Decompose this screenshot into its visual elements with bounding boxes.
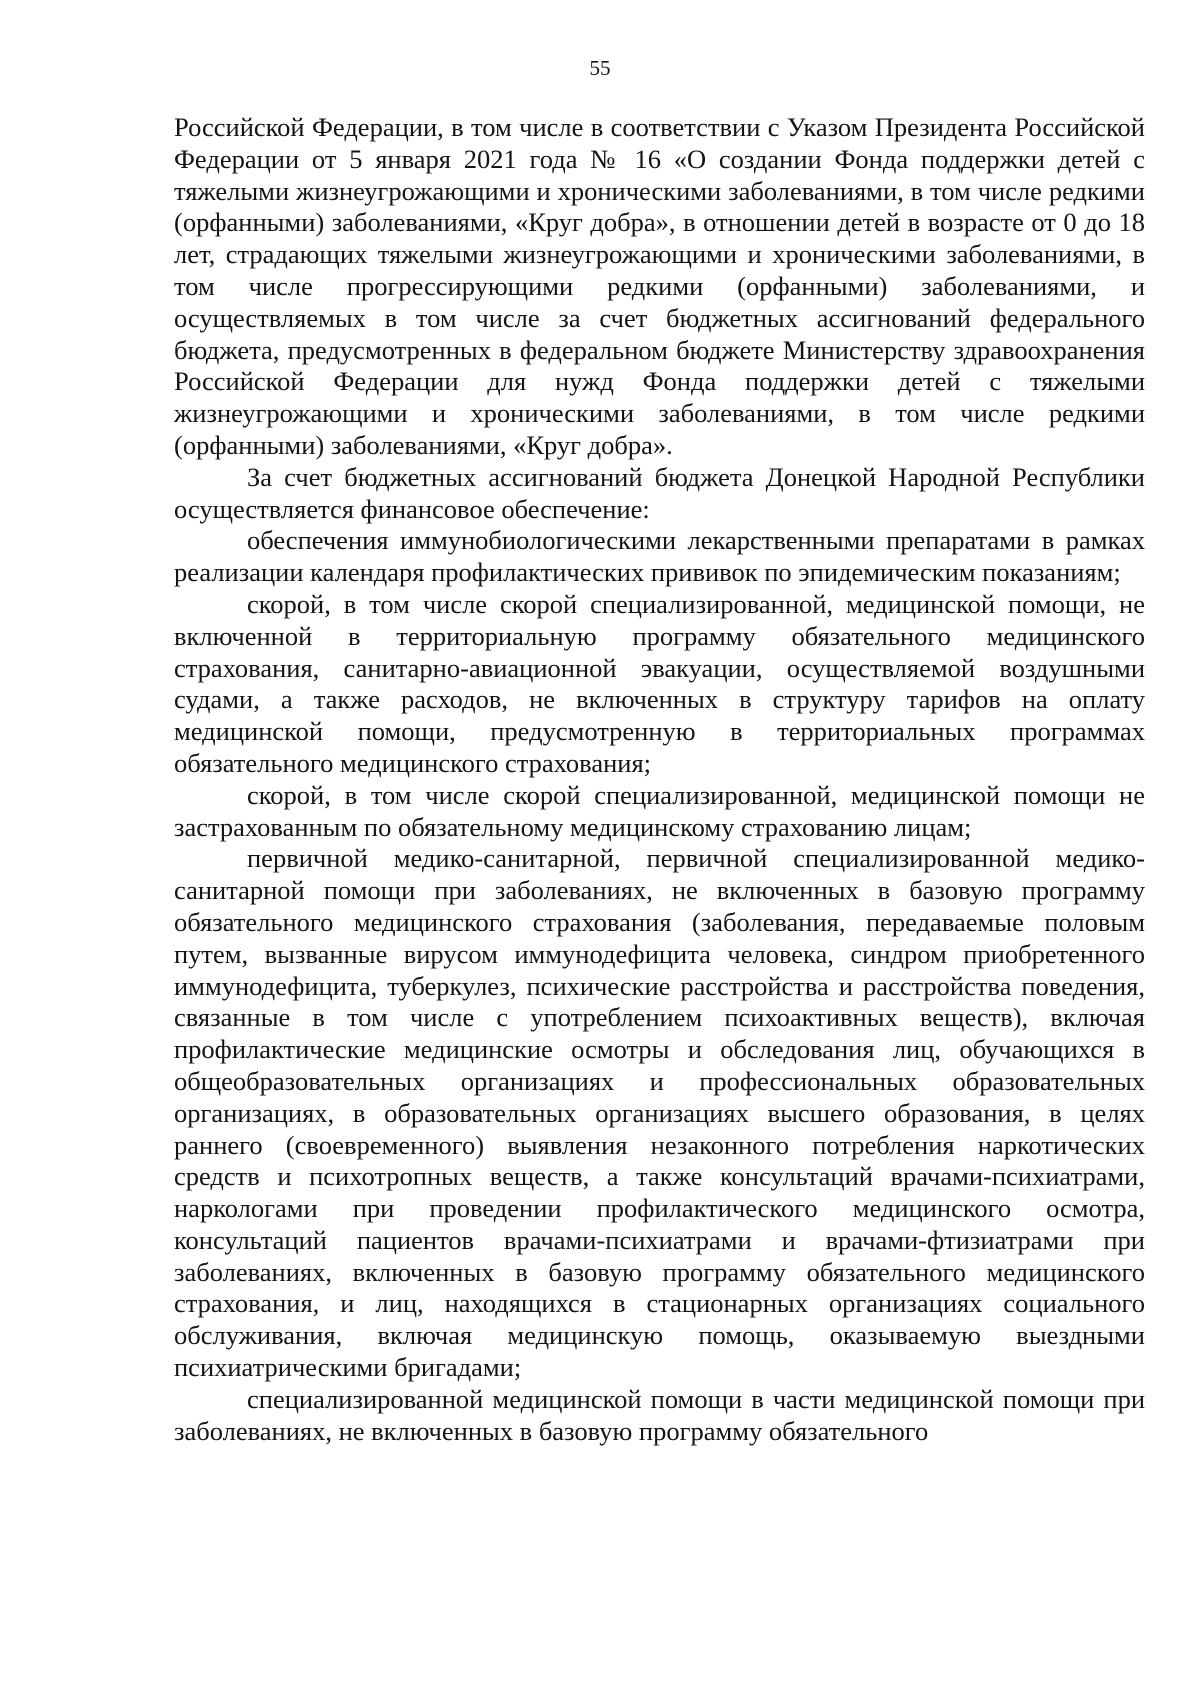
paragraph-specialized-care: специализированной медицинской помощи в части медицинской помощи при заболеваниях, не включенных в базовую программу обязательного	[174, 1383, 1145, 1446]
paragraph-immunobiological: обеспечения иммунобиологическими лекарственными препаратами в рамках реализации календаря профилактических прививок по эпидемическим показаниям;	[174, 525, 1145, 588]
paragraph-continuation: Российской Федерации, в том числе в соответствии с Указом Президента Российской Федерации от 5 января 2021 года № 16 «О создании Фонда поддержки детей с тяжелыми жизнеугрожающими и хроническими заболеваниями, в том числе редкими (орфанными) заболеваниями, «Круг добра», в отношении детей в возрасте от 0 до 18 лет, страдающих тяжелыми жизнеугрожающими и хроническими заболеваниями, в том числе прогрессирующими редкими (орфанными) заболеваниями, и осуществляемых в том числе за счет бюджетных ассигнований федерального бюджета, предусмотренных в федеральном бюджете Министерству здравоохранения Российской Федерации для нужд Фонда поддержки детей с тяжелыми жизнеугрожающими и хроническими заболеваниями, в том числе редкими (орфанными) заболеваниями, «Круг добра».	[174, 112, 1145, 460]
paragraph-budget-intro: За счет бюджетных ассигнований бюджета Донецкой Народной Республики осуществляется финансовое обеспечение:	[174, 461, 1145, 524]
paragraph-primary-care: первичной медико-санитарной, первичной специализированной медико-санитарной помощи при заболеваниях, не включенных в базовую программу обязательного медицинского страхования (заболевания, передаваемые половым путем, вызванные вирусом иммунодефицита человека, синдром приобретенного иммунодефицита, туберкулез, психические расстройства и расстройства поведения, связанные в том числе с употреблением психоактивных веществ), включая профилактические медицинские осмотры и обследования лиц, обучающихся в общеобразовательных организациях и профессиональных образовательных организациях, в образовательных организациях высшего образования, в целях раннего (своевременного) выявления незаконного потребления наркотических средств и психотропных веществ, а также консультаций врачами-психиатрами, наркологами при проведении профилактического медицинского осмотра, консультаций пациентов врачами-психиатрами и врачами-фтизиатрами при заболеваниях, включенных в базовую программу обязательного медицинского страхования, и лиц, находящихся в стационарных организациях социального обслуживания, включая медицинскую помощь, оказываемую выездными психиатрическими бригадами;	[174, 843, 1145, 1383]
page-number: 55	[589, 56, 611, 80]
paragraph-emergency-uninsured: скорой, в том числе скорой специализированной, медицинской помощи не застрахованным по обязательному медицинскому страхованию лицам;	[174, 779, 1145, 842]
document-body	[174, 112, 1145, 1447]
paragraph-emergency-care: скорой, в том числе скорой специализированной, медицинской помощи, не включенной в территориальную программу обязательного медицинского страхования, санитарно-авиационной эвакуации, осуществляемой воздушными судами, а также расходов, не включенных в структуру тарифов на оплату медицинской помощи, предусмотренную в территориальных программах обязательного медицинского страхования;	[174, 588, 1145, 778]
